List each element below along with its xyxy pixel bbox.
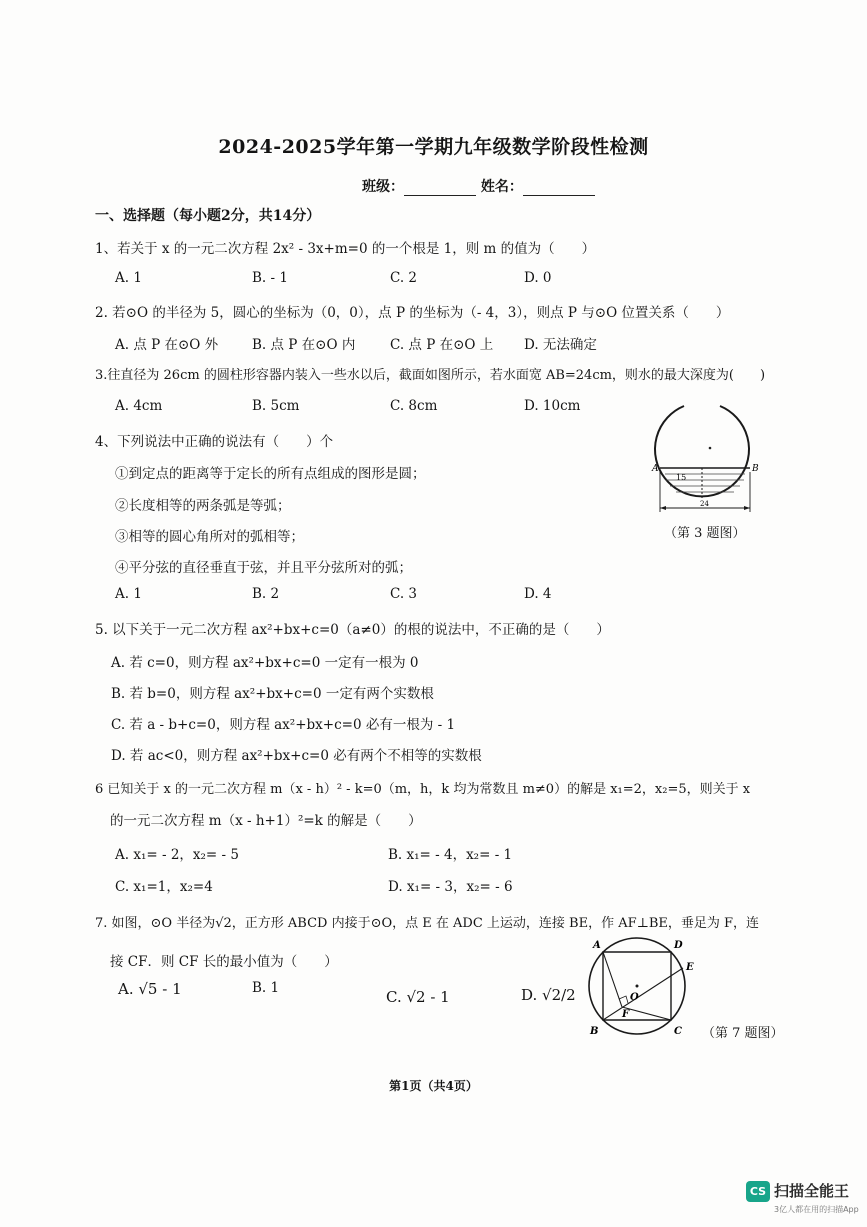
q6-option-a: A. x₁= - 2，x₂= - 5 [115, 847, 239, 863]
question-5-text: 5. 以下关于一元二次方程 ax²+bx+c=0（a≠0）的根的说法中，不正确的是（ ） [95, 622, 610, 638]
watermark-app-name: 扫描全能王 [774, 1182, 850, 1200]
label-24: 24 [700, 500, 709, 508]
q4-statement-3: ③相等的圆心角所对的弧相等； [115, 529, 304, 545]
q4-statement-2: ②长度相等的两条弧是等弧； [115, 498, 291, 514]
q4-option-c: C. 3 [390, 586, 418, 602]
label-a: A [593, 940, 601, 951]
question-6-text-line2: 的一元二次方程 m（x - h+1）²=k 的解是（ ） [110, 813, 422, 829]
q2-option-c: C. 点 P 在⊙O 上 [390, 337, 494, 353]
q7-option-d: D. √2/2 [521, 986, 576, 1004]
q1-option-d: D. 0 [524, 270, 552, 286]
q2-option-d: D. 无法确定 [524, 337, 597, 353]
center-o-point [636, 985, 639, 988]
q4-option-d: D. 4 [524, 586, 552, 602]
class-blank [404, 181, 476, 196]
q5-option-b: B. 若 b=0，则方程 ax²+bx+c=0 一定有两个实数根 [111, 686, 434, 702]
dim-arrow-right [744, 506, 750, 510]
label-f: F [622, 1009, 630, 1020]
section-heading: 一、选择题（每小题2分，共14分） [95, 208, 321, 224]
q5-option-a: A. 若 c=0，则方程 ax²+bx+c=0 一定有一根为 0 [111, 655, 419, 671]
q3-option-d: D. 10cm [524, 398, 581, 414]
container-circle [655, 406, 749, 496]
q4-statement-4: ④平分弦的直径垂直于弦，并且平分弦所对的弧； [115, 560, 412, 576]
label-c: C [674, 1026, 682, 1037]
q4-statement-1: ①到定点的距离等于定长的所有点组成的图形是圆； [115, 466, 426, 482]
figure-3-circle-diagram [640, 398, 770, 520]
name-label: 姓名： [480, 179, 523, 195]
question-6-text: 6 已知关于 x 的一元二次方程 m（x - h）² - k=0（m，h，k 均为常数且 m≠0）的解是 x₁=2，x₂=5，则关于 x [95, 782, 751, 797]
q6-option-d: D. x₁= - 3，x₂= - 6 [388, 879, 513, 895]
question-4-text: 4、下列说法中正确的说法有（ ）个 [95, 434, 334, 450]
q2-option-b: B. 点 P 在⊙O 内 [252, 337, 356, 353]
watermark-tagline: 3亿人都在用的扫描App [774, 1205, 859, 1214]
q1-option-c: C. 2 [390, 270, 418, 286]
q3-option-a: A. 4cm [115, 398, 163, 414]
question-7-text-line2: 接 CF．则 CF 长的最小值为（ ） [110, 954, 338, 970]
label-e: E [686, 962, 694, 973]
q1-option-b: B. - 1 [252, 270, 288, 286]
q3-option-c: C. 8cm [390, 398, 438, 414]
q5-option-d: D. 若 ac<0，则方程 ax²+bx+c=0 必有两个不相等的实数根 [111, 748, 482, 764]
figure-7-caption: （第 7 题图） [702, 1026, 784, 1041]
question-3-text: 3.往直径为 26cm 的圆柱形容器内装入一些水以后，截面如图所示，若水面宽 AB=24cm，则水的最大深度为( ) [95, 368, 766, 383]
question-7-text: 7. 如图，⊙O 半径为√2，正方形 ABCD 内接于⊙O，点 E 在 ADC 上运动，连接 BE，作 AF⊥BE，垂足为 F，连 [95, 916, 760, 931]
q3-option-b: B. 5cm [252, 398, 300, 414]
label-15: 15 [676, 473, 687, 482]
dim-arrow-left [660, 506, 666, 510]
q6-option-c: C. x₁=1，x₂=4 [115, 879, 213, 895]
q6-option-b: B. x₁= - 4，x₂= - 1 [388, 847, 513, 863]
question-1-text: 1、若关于 x 的一元二次方程 2x² - 3x+m=0 的一个根是 1，则 m 的值为（ ） [95, 241, 596, 257]
segment-cf [622, 1007, 671, 1020]
label-a: A [652, 464, 659, 474]
camscanner-logo-icon: CS [746, 1181, 770, 1202]
figure-3-caption: （第 3 题图） [664, 526, 746, 541]
q2-option-a: A. 点 P 在⊙O 外 [115, 337, 219, 353]
label-d: D [674, 940, 683, 951]
question-2-text: 2. 若⊙O 的半径为 5，圆心的坐标为（0，0），点 P 的坐标为（- 4，3），则点 P 与⊙O 位置关系（ ） [95, 305, 730, 321]
figure-7-square-circle-diagram [582, 930, 700, 1040]
label-b: B [752, 464, 759, 474]
q4-option-b: B. 2 [252, 586, 280, 602]
q7-option-a: A. √5 - 1 [118, 980, 182, 998]
page-title: 2024-2025学年第一学期九年级数学阶段性检测 [218, 136, 649, 158]
q7-option-b: B. 1 [252, 980, 280, 996]
name-blank [523, 181, 595, 196]
q7-option-c: C. √2 - 1 [386, 988, 450, 1006]
q1-option-a: A. 1 [115, 270, 142, 286]
q4-option-a: A. 1 [115, 586, 142, 602]
center-point [709, 447, 712, 450]
page-footer: 第1页（共4页） [389, 1079, 478, 1093]
label-b: B [590, 1026, 599, 1037]
class-label: 班级： [362, 179, 404, 195]
label-o: O [630, 992, 639, 1003]
q5-option-c: C. 若 a - b+c=0，则方程 ax²+bx+c=0 必有一根为 - 1 [111, 717, 456, 733]
student-info-line [362, 176, 595, 196]
